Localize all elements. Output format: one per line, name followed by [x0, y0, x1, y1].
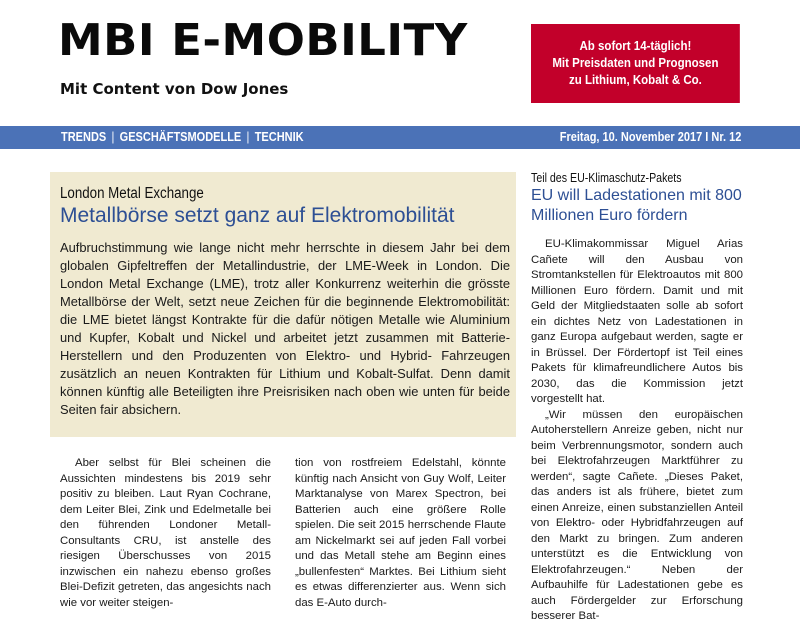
side-article-kicker: Teil des EU-Klimaschutz-Pakets: [531, 171, 682, 185]
nav-section-technik[interactable]: TECHNIK: [254, 130, 304, 144]
lead-article-kicker: London Metal Exchange: [60, 185, 204, 202]
nav-separator: |: [246, 130, 250, 144]
nav-separator: |: [111, 130, 115, 144]
lead-article-intro: Aufbruchstimmung wie lange nicht mehr herrschte in diesem Jahr bei dem globalen Gipfeltreffen der Metallindustrie, der LME-Week in London. Die London Metal Exchange (LME), trotz aller Konkurrenz weiterhin die grösste Metallbörse der Welt, setzt neue Zeichen für die beginnende Elektromobilität: die LME bietet längst Kontrakte für die dafür nötigen Metalle wie Aluminium und Kupfer, Kobalt und Nickel und arbeitet jetzt zusammen mit Batterie-Herstellern und den Produzenten von Elektro- und Hybrid- Fahrzeugen zusätzlich an neuen Kontrakten für Lithium und Kobalt-Sulfat. Denn damit können künftig alle Beteiligten ihre Preisrisiken nach oben wie unten für beide Seiten fair absichern.: [60, 240, 510, 417]
section-nav: [61, 130, 304, 144]
issue-date: Freitag, 10. November 2017 I Nr. 12: [559, 130, 741, 144]
lead-article-column-2: [295, 456, 506, 611]
paragraph: Aber selbst für Blei scheinen die Aussichten mindestens bis 2019 sehr positiv zu bleiben. Laut Ryan Cochrane, dem Leiter Blei, Zink und Edelmetalle bei den führenden Londoner Metall-Consultants CRU, ist anstelle des riesigen Überschusses von 2015 inzwischen ein nahezu ebenso großes Blei-Defizit getreten, das angesichts nach wie vor weiter steigen-: [60, 457, 271, 609]
section-navbar: [0, 126, 800, 149]
nav-section-geschaeftsmodelle[interactable]: GESCHÄFTSMODELLE: [119, 130, 242, 144]
side-article-body: [531, 237, 743, 625]
side-article-headline: EU will Ladestationen mit 800 Millionen Euro fördern: [531, 187, 742, 224]
masthead-title: MBI E-MOBILITY: [58, 15, 468, 66]
promo-line: Ab sofort 14-täglich!: [579, 39, 692, 53]
paragraph: tion von rostfreiem Edelstahl, könnte künftig nach Ansicht von Guy Wolf, Leiter Marktanalyse von Marex Spectron, bei Batterien auch eine größere Rolle spielen. Die seit 2015 herrschende Flaute am Nickelmarkt sei auf jeden Fall vorbei und das Metall stehe am Beginn eines „bullenfesten“ Marktes. Bei Lithium sieht es etwas differenzierter aus. Wenn sich das E-Auto durch-: [295, 457, 506, 609]
promo-line: zu Lithium, Kobalt & Co.: [568, 73, 702, 87]
paragraph: EU-Klimakommissar Miguel Arias Cañete will den Ausbau von Stromtankstellen für Elektroautos mit 800 Millionen Euro fördern. Damit und mit Geld der Mitgliedstaaten solle ab sofort ein dichtes Netz von Ladestationen in ganz Europa aufgebaut werden, sagte er in Brüssel. Der Fördertopf ist Teil eines Pakets für klimafreundlichere Autos bis 2030, das die Kommission jetzt vorgestellt hat.: [531, 238, 743, 405]
promo-box: [531, 24, 740, 103]
paragraph: „Wir müssen den europäischen Autoherstellern Anreize geben, nicht nur beim Verbrennungsmotor, sondern auch bei Elektrofahrzeugen Marktführer zu werden“, sagte Cañete. „Dieses Paket, das anders ist als frühere, bietet zum einen Anreize, einen substanziellen Anteil von Elektro- oder Hybridfahrzeugen auf den Markt zu bringen. Zum anderen unterstützt es die Entwicklung von Elektrofahrzeugen.“ Neben der Aufbauhilfe für Ladestationen gebe es auch Fördergelder zur Erforschung besserer Bat-: [531, 408, 743, 622]
masthead-subtitle: Mit Content von Dow Jones: [60, 80, 289, 98]
lead-article-column-1: [60, 456, 271, 611]
lead-article-headline: Metallbörse setzt ganz auf Elektromobilität: [60, 204, 455, 227]
nav-section-trends[interactable]: TRENDS: [61, 130, 107, 144]
promo-line: Mit Preisdaten und Prognosen: [552, 56, 719, 70]
